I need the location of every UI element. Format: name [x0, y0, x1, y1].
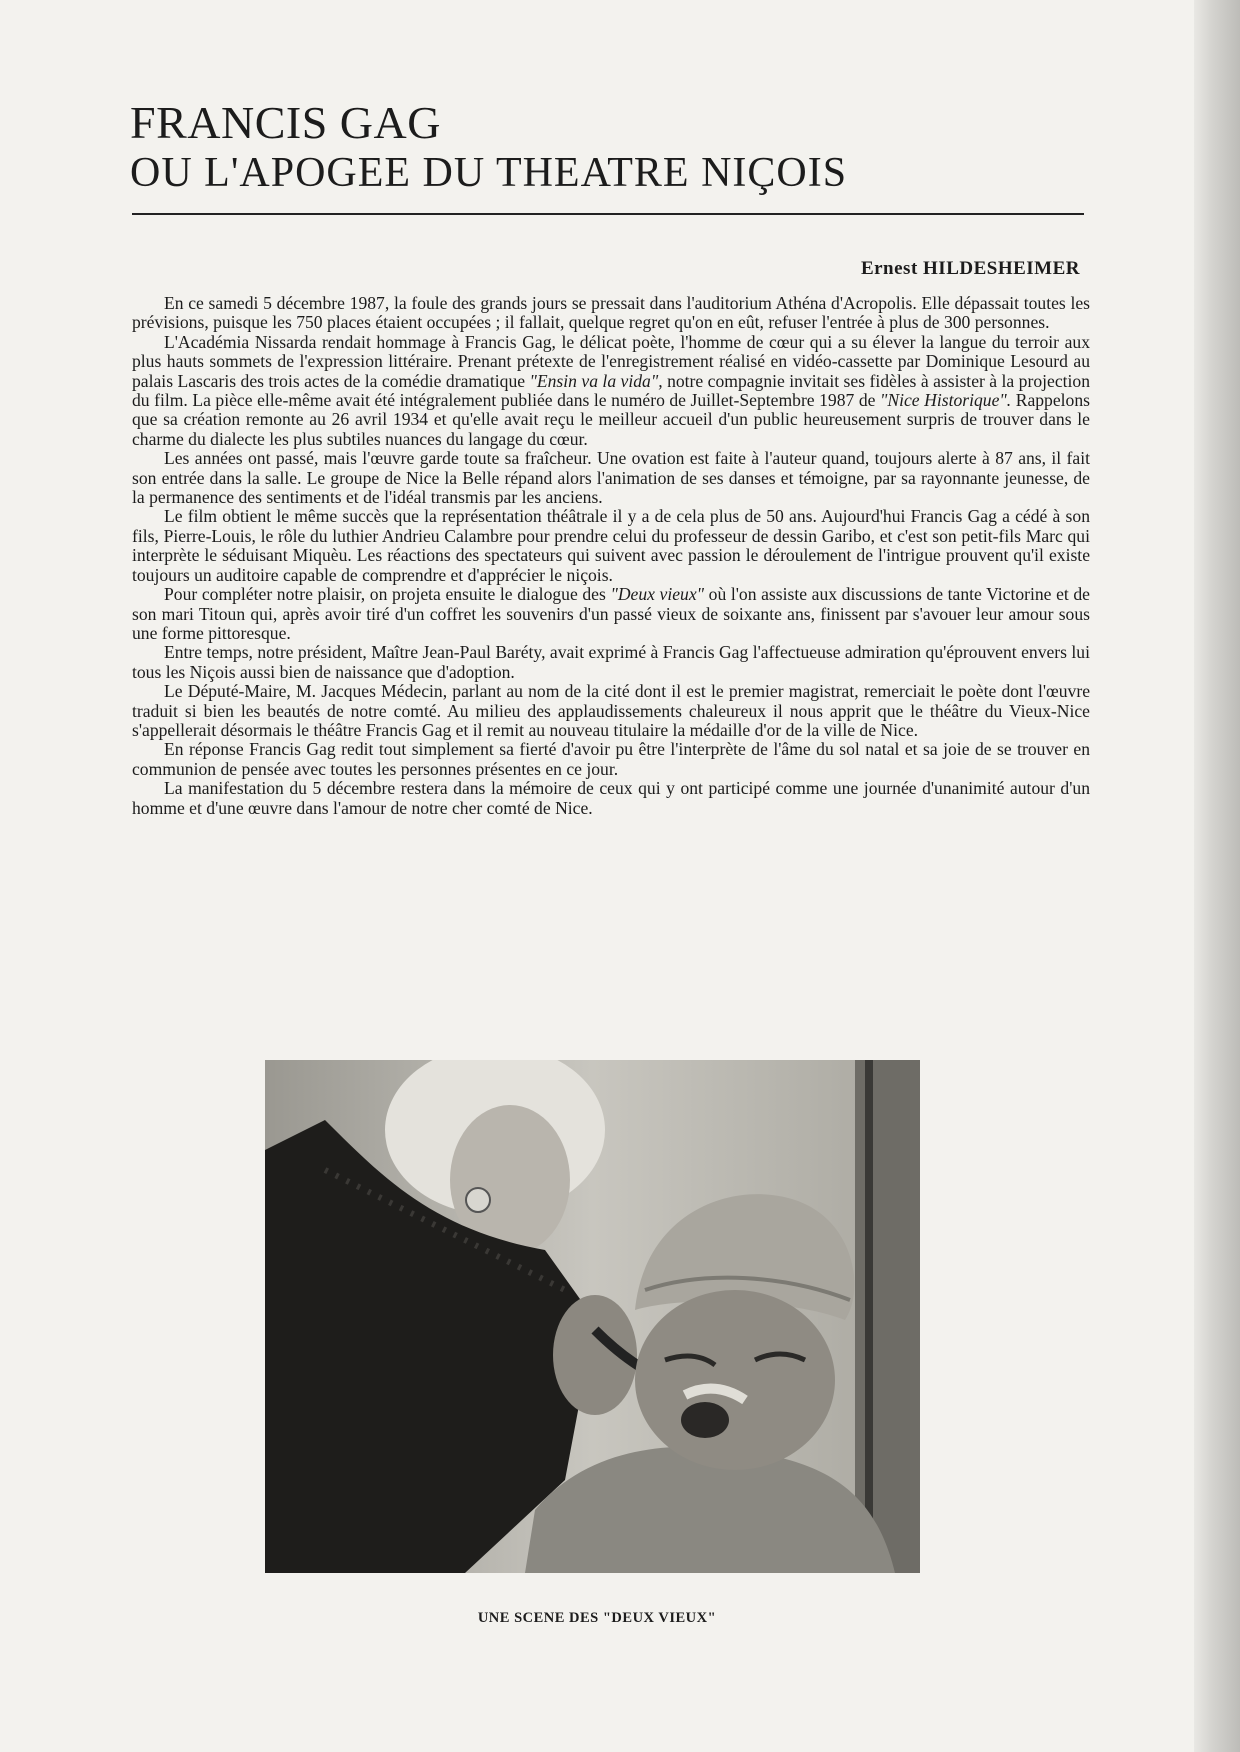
paragraph-5-text: Pour compléter notre plaisir, on projeta ensuite le dialogue des	[164, 584, 611, 605]
photo-caption: UNE SCENE DES "DEUX VIEUX"	[477, 1610, 717, 1626]
photo-scene-illustration	[265, 1060, 920, 1573]
paragraph-5-text-end: où l'on assiste aux discussions de tante Victorine et de son mari Titoun qui, après avoir tiré d'un coffret les souvenirs d'un passé vieux de soixante ans, finissent par s'avouer leur amour sous une forme pittoresque.	[132, 584, 1090, 643]
paragraph-2-text-middle: notre compagnie invitait ses fidèles à assister à la projection du film. La pièce elle-même avait été intégralement publiée dans le numéro de Juillet-Septembre 1987 de	[132, 370, 1090, 411]
paragraph-5	[132, 585, 1090, 643]
paragraph-2	[132, 333, 1090, 449]
article-author: Ernest HILDESHEIMER	[860, 258, 1080, 279]
work-title-ensin-va-la-vida: "Ensin va la vida",	[529, 370, 663, 391]
paragraph-1: En ce samedi 5 décembre 1987, la foule des grands jours se pressait dans l'auditorium Athéna d'Acropolis. Elle dépassait toutes les prévisions, puisque les 750 places étaient occupées ; il fallait, quelque regret qu'on en eût, refuser l'entrée à plus de 300 personnes.	[132, 293, 1090, 333]
photo-deux-vieux	[265, 1060, 920, 1573]
paragraph-2-text: L'Académia Nissarda rendait hommage à Francis Gag, le délicat poète, l'homme de cœur qui a su élever la langue du terroir aux plus hauts sommets de l'expression littéraire. Prenant prétexte de l'enregistrement réalisé en vidéo-cassette par Dominique Lesourd au palais Lascaris des trois actes de la comédie dramatique	[132, 331, 1090, 391]
paragraph-4: Le film obtient le même succès que la représentation théâtrale il y a de cela plus de 50 ans. Aujourd'hui Francis Gag a cédé à son fils, Pierre-Louis, le rôle du luthier Andrieu Calambre pour prendre celui du professeur de dessin Garibo, et c'est son petit-fils Marc qui interprète le séduisant Miquèu. Les réactions des spectateurs qui suivent avec passion le déroulement de l'intrigue prouvent qu'il existe toujours un auditoire capable de comprendre et d'apprécier le niçois.	[132, 506, 1090, 585]
paragraph-6: Entre temps, notre président, Maître Jean-Paul Baréty, avait exprimé à Francis Gag l'affectueuse admiration qu'éprouvent envers lui tous les Niçois aussi bien de naissance que d'adoption.	[132, 642, 1090, 682]
journal-title-nice-historique: "Nice Historique".	[879, 390, 1012, 411]
paragraph-9: La manifestation du 5 décembre restera dans la mémoire de ceux qui y ont participé comme une journée d'unanimité autour d'un homme et d'une œuvre dans l'amour de notre cher comté de Nice.	[132, 778, 1090, 818]
paragraph-3: Les années ont passé, mais l'œuvre garde toute sa fraîcheur. Une ovation est faite à l'auteur quand, toujours alerte à 87 ans, il fait son entrée dans la salle. Le groupe de Nice la Belle répand alors l'animation de ses danses et témoigne, par sa rayonnante jeunesse, de la permanence des sentiments et de l'idéal transmis par les anciens.	[132, 448, 1090, 508]
work-title-deux-vieux: "Deux vieux"	[610, 584, 705, 605]
paragraph-7: Le Député-Maire, M. Jacques Médecin, parlant au nom de la cité dont il est le premier magistrat, remerciait le poète dont l'œuvre traduit si bien les beautés de notre comté. Au milieu des applaudissements chaleureux il nous apprit que le théâtre du Vieux-Nice s'appellerait désormais le théâtre Francis Gag et il remit au nouveau titulaire la médaille d'or de la ville de Nice.	[132, 681, 1090, 740]
page-binding-shadow	[1194, 0, 1240, 1752]
title-rule	[132, 213, 1084, 215]
article-body	[132, 294, 1090, 818]
paragraph-8: En réponse Francis Gag redit tout simplement sa fierté d'avoir pu être l'interprète de l'âme du sol natal et sa joie de se trouver en communion de pensée avec toutes les personnes présentes en ce jour.	[132, 739, 1090, 779]
article-subtitle: OU L'APOGEE DU THEATRE NIÇOIS	[130, 150, 848, 196]
paragraph-2-text-end: Rappelons que sa création remonte au 26 avril 1934 et qu'elle avait reçu le meilleur accueil d'un public heureusement surpris de trouver dans le charme du dialecte les plus subtiles nuances du langage du cœur.	[132, 390, 1090, 449]
article-title: FRANCIS GAG	[130, 97, 441, 148]
